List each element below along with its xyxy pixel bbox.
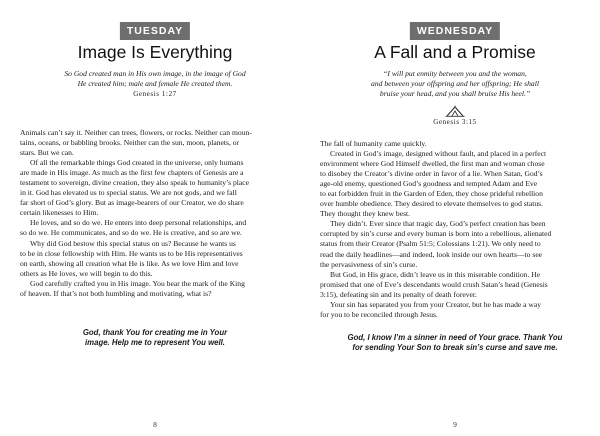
page-title: Image Is Everything [77, 42, 233, 62]
epigraph-line: “I will put enmity between you and the woman, [383, 69, 527, 78]
body-line: so do we. He communicates, and so do we. He is creative, and so are we. [20, 228, 242, 238]
body-line: Created in God’s image, designed without fault, and placed in a perfect [330, 149, 547, 159]
day-tab: WEDNESDAY [410, 22, 500, 40]
body-line: status from their Creator (Psalm 51:5; Colossians 1:21). We only need to [320, 239, 541, 249]
body-line: others as He loves, we will begin to do this. [20, 268, 153, 278]
epigraph [20, 69, 290, 100]
prayer-line: God, I know I’m a sinner in need of Your grace. Thank You [347, 333, 563, 342]
prayer [10, 328, 300, 349]
body-line: stars. But we can. [20, 148, 74, 158]
left-page [10, 0, 300, 436]
body-line: the pervasiveness of sin’s curse. [320, 259, 418, 269]
body-line: are made in His image. As much as the first few chapters of Genesis are a [20, 168, 244, 178]
page-number: 9 [453, 420, 457, 429]
body-line: promised that one of Eve’s descendants would crush Satan’s head (Genesis [320, 279, 548, 289]
tent-icon [445, 105, 465, 117]
body-line: But God, in His grace, didn’t leave us in this miserable condition. He [330, 269, 541, 279]
prayer-line: God, thank You for creating me in Your [82, 328, 228, 337]
body-line: They thought they knew best. [320, 209, 411, 219]
body-line: read the daily headlines—and indeed, look inside our own hearts—to see [320, 249, 543, 259]
body-line: environment where God Himself dwelled, the first man and woman chose [320, 159, 545, 169]
day-tab: TUESDAY [120, 22, 190, 40]
body-line: to disobey the Creator’s divine order in favor of a lie. When Satan, God’s [320, 169, 543, 179]
body-line: of heaven. If that’s not both humbling and motivating, what is? [20, 288, 212, 298]
body-text [320, 139, 592, 320]
prayer-line: image. Help me to represent You well. [85, 338, 225, 348]
body-line: tains, oceans, or babbling brooks. Neither can the sun, moon, planets, or [20, 138, 240, 148]
body-line: certain likenesses to Him. [20, 208, 99, 218]
body-line: They didn’t. Ever since that tragic day, God’s perfect creation has been [330, 219, 546, 229]
body-line: testament to sovereign, divine creation, they also speak to humanity’s place [20, 178, 250, 188]
body-line: Why did God bestow this special status on us? Because he wants us [30, 238, 236, 248]
scripture-citation: Genesis 1:27 [133, 90, 177, 99]
body-line: Your sin has separated you from your Creator, but he has made a way [330, 299, 542, 309]
body-line: to eat forbidden fruit in the Garden of Eden, they chose prideful rebellion [320, 189, 543, 199]
prayer-line: for sending Your Son to break sin’s curse and save me. [352, 343, 558, 353]
epigraph-line: He created him; male and female He created them. [77, 79, 233, 89]
epigraph-line: So God created man in His own image, in the image of God [64, 69, 246, 78]
body-line: 3:15), defeating sin and its penalty of death forever. [320, 289, 477, 299]
body-line: He loves, and so do we. He enters into deep personal relationships, and [30, 218, 247, 228]
epigraph-line: and between your offspring and her offspring; He shall [371, 79, 539, 89]
body-text [20, 128, 292, 299]
body-line: to be in close fellowship with Him. He wants us to be His representatives [20, 248, 243, 258]
right-page [310, 0, 600, 436]
body-line: over humble obedience. They desired to elevate themselves to god status. [320, 199, 543, 209]
page-number: 8 [153, 420, 157, 429]
body-line: Of all the remarkable things God created in the universe, only humans [30, 158, 244, 168]
body-line: on earth, showing all creation what He is like. As we love Him and love [20, 258, 239, 268]
epigraph [320, 69, 590, 100]
body-line: corrupted by sin’s curse and every human is born into a rebellious, alienated [320, 229, 552, 239]
body-line: God carefully crafted you in His image. You bear the mark of the King [30, 278, 245, 288]
scripture-citation: Genesis 3:15 [433, 118, 477, 126]
body-line: age-old enemy, questioned God’s goodness and tempted Adam and Eve [320, 179, 538, 189]
page-title: A Fall and a Promise [374, 42, 536, 62]
body-line: for you to be reconciled through Jesus. [320, 309, 438, 319]
prayer [310, 333, 600, 354]
epigraph-line: bruise your head, and you shall bruise His heel.” [379, 89, 531, 99]
body-line: far short of God’s glory. But as image-bearers of our Creator, we do share [20, 198, 244, 208]
body-line: The fall of humanity came quickly. [320, 139, 427, 148]
body-line: in it. God has elevated us to special status. We are not gods, and we fall [20, 188, 237, 198]
body-line: Animals can’t say it. Neither can trees, flowers, or rocks. Neither can moun- [20, 128, 252, 137]
